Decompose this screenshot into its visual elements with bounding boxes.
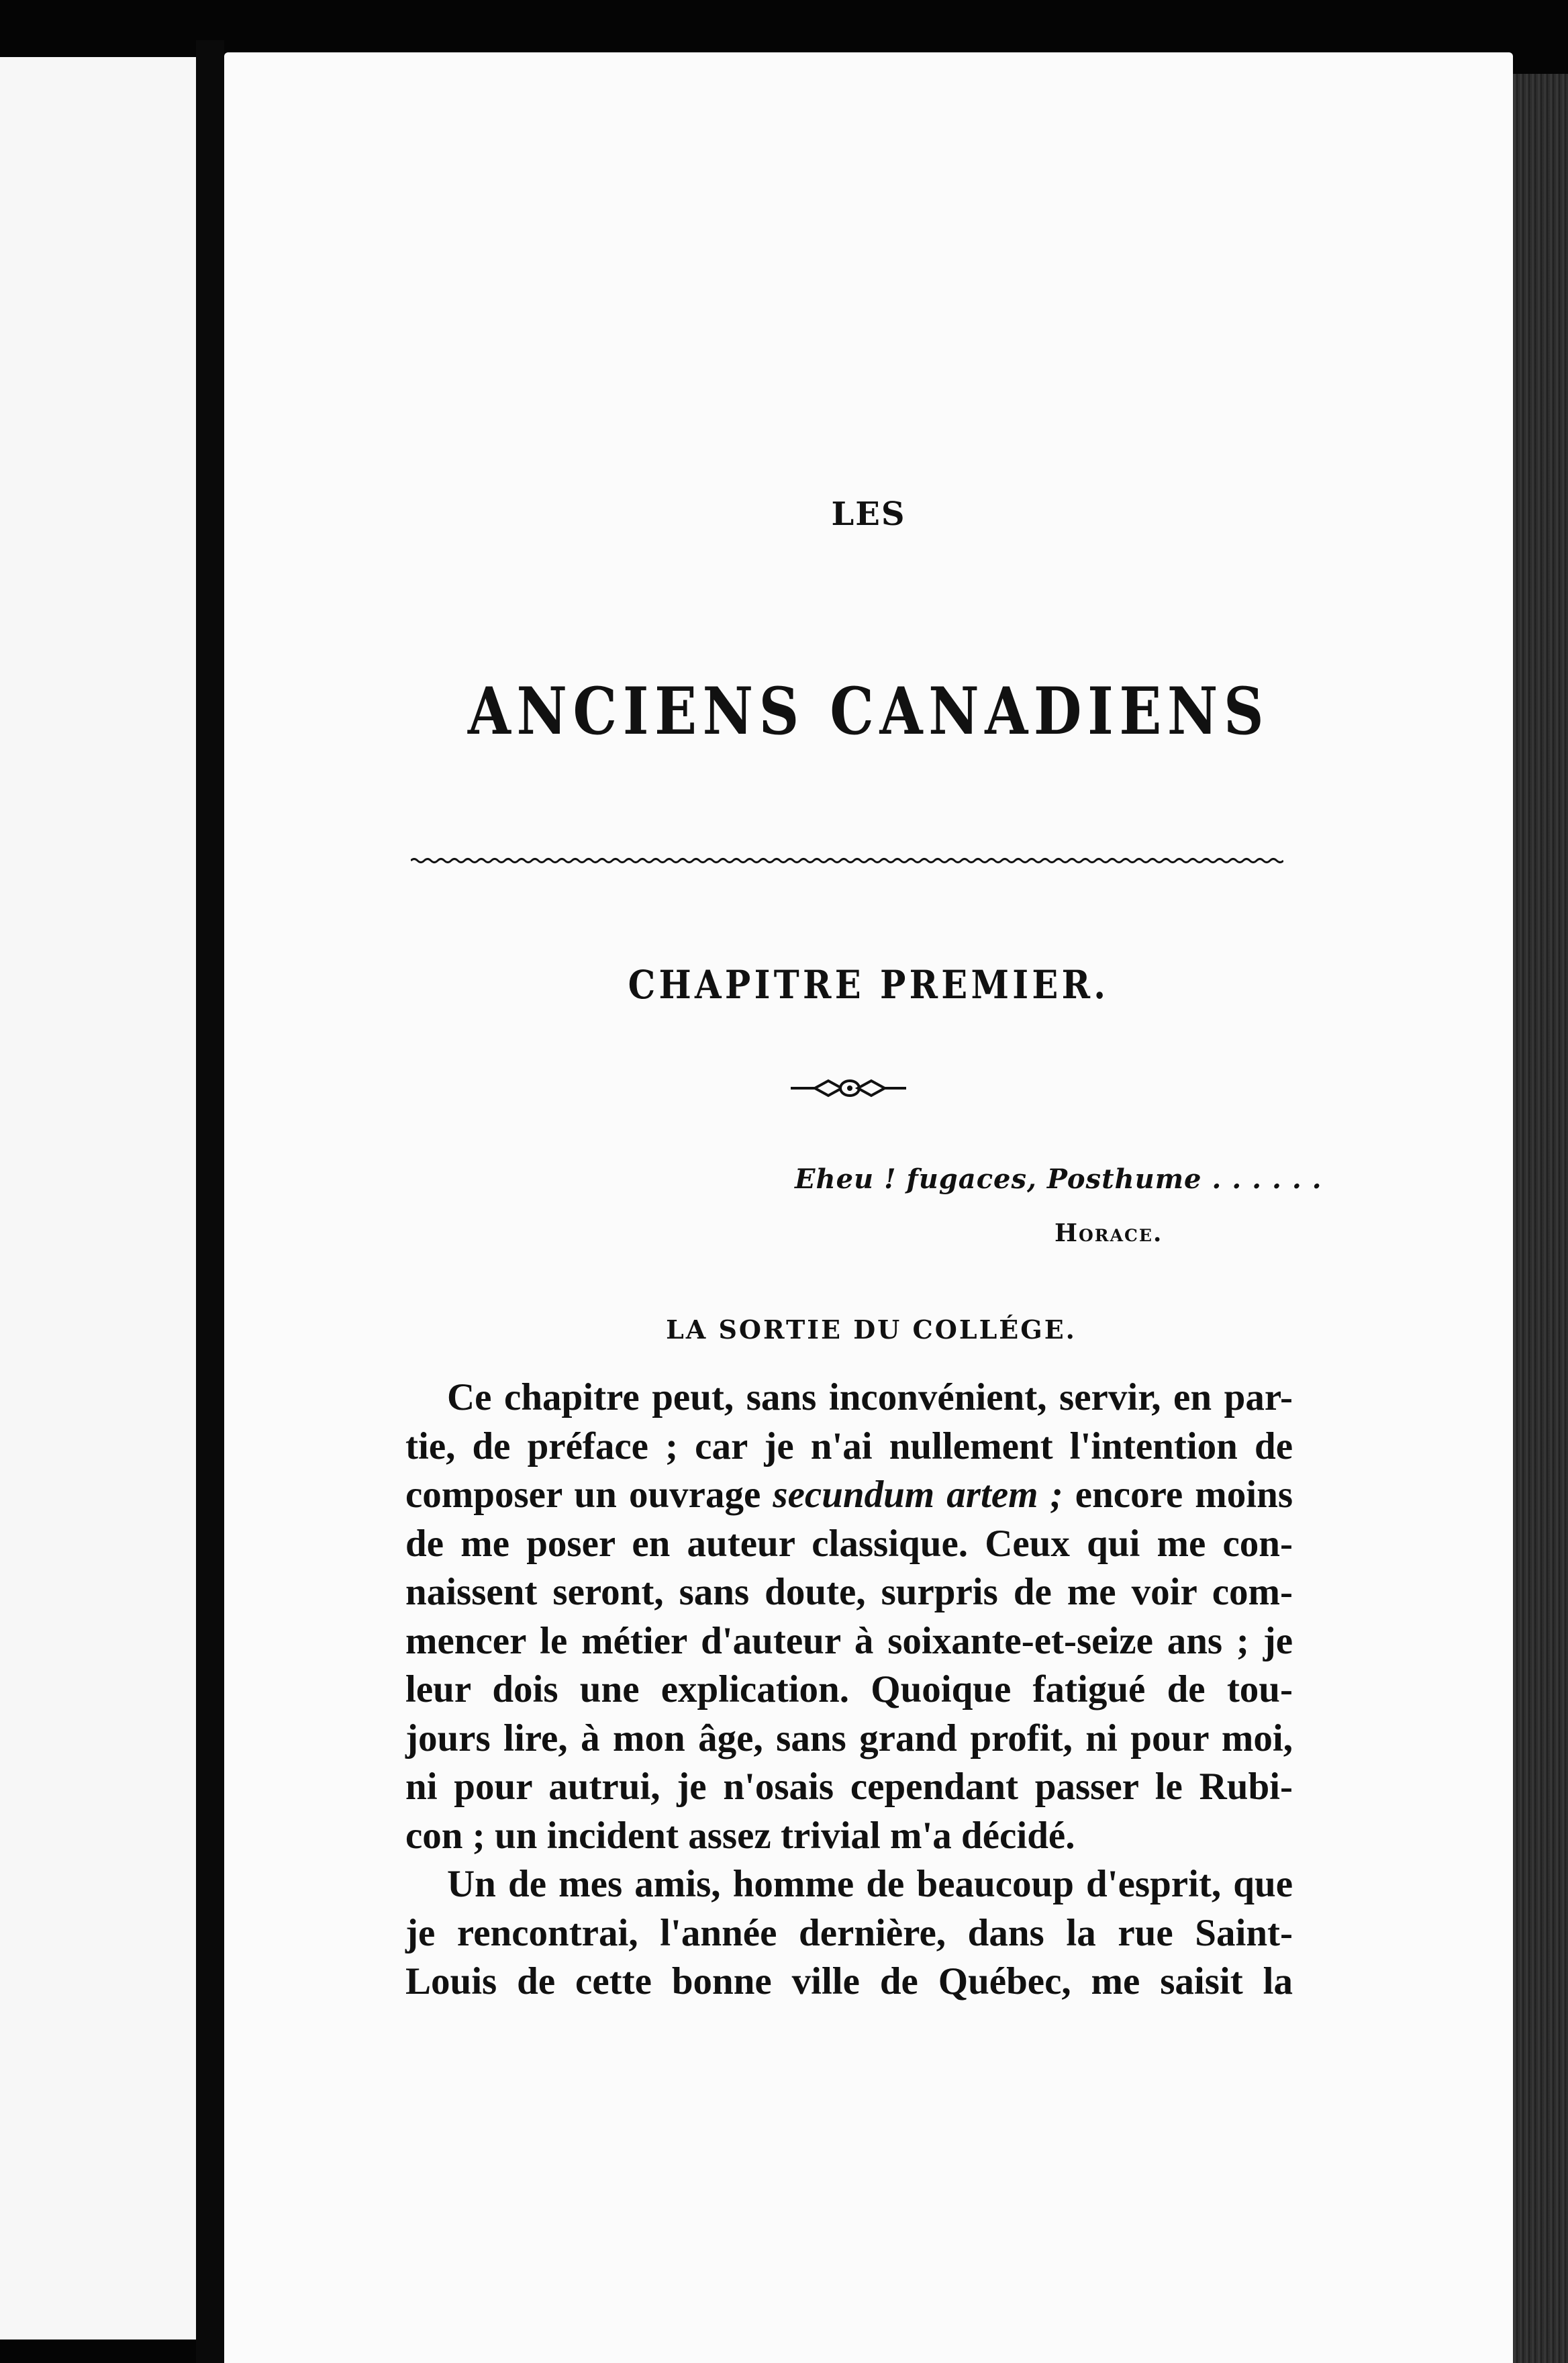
page-fore-edge (1513, 74, 1568, 2363)
book-page (224, 52, 1513, 2363)
text-line: Un de mes amis, homme de beaucoup d'esprit, que (447, 1863, 1293, 1905)
text-line: je rencontrai, l'année dernière, dans la rue Saint- (405, 1911, 1293, 1954)
text-line: ni pour autrui, je n'osais cependant passer le Rubi- (405, 1766, 1293, 1808)
body-text (405, 1373, 1293, 2007)
text-line: composer un ouvrage secundum artem ; encore moins (405, 1474, 1293, 1516)
epigraph-author: Horace. (1055, 1219, 1163, 1247)
page-content (224, 52, 1513, 2363)
running-head: LES (831, 495, 906, 533)
text-line: tie, de préface ; car je n'ai nullement l'intention de (405, 1425, 1293, 1467)
section-title: LA SORTIE DU COLLÉGE. (666, 1314, 1077, 1345)
text-line: con ; un incident assez trivial m'a décidé. (405, 1814, 1075, 1857)
wavy-rule-divider (411, 855, 1283, 867)
text-line: Ce chapitre peut, sans inconvénient, servir, en par- (447, 1376, 1293, 1418)
previous-page-edge (0, 57, 203, 2340)
epigraph-quote: Eheu ! fugaces, Posthume . . . . . . (795, 1163, 1322, 1195)
text-line: mencer le métier d'auteur à soixante-et-seize ans ; je (405, 1619, 1293, 1662)
chapter-heading: CHAPITRE PREMIER. (628, 962, 1110, 1008)
text-line: Louis de cette bonne ville de Québec, me saisit la (405, 1960, 1293, 2003)
text-line: jours lire, à mon âge, sans grand profit, ni pour moi, (405, 1717, 1293, 1759)
book-gutter (196, 40, 224, 2363)
text-line: leur dois une explication. Quoique fatigué de tou- (405, 1668, 1293, 1710)
text-line: naissent seront, sans doute, surpris de me voir com- (405, 1571, 1293, 1613)
italic-phrase: secundum artem ; (773, 1474, 1063, 1516)
text-line: de me poser en auteur classique. Ceux qui me con- (405, 1522, 1293, 1565)
book-title: ANCIENS CANADIENS (467, 673, 1270, 749)
ornament-divider-icon (788, 1071, 909, 1105)
